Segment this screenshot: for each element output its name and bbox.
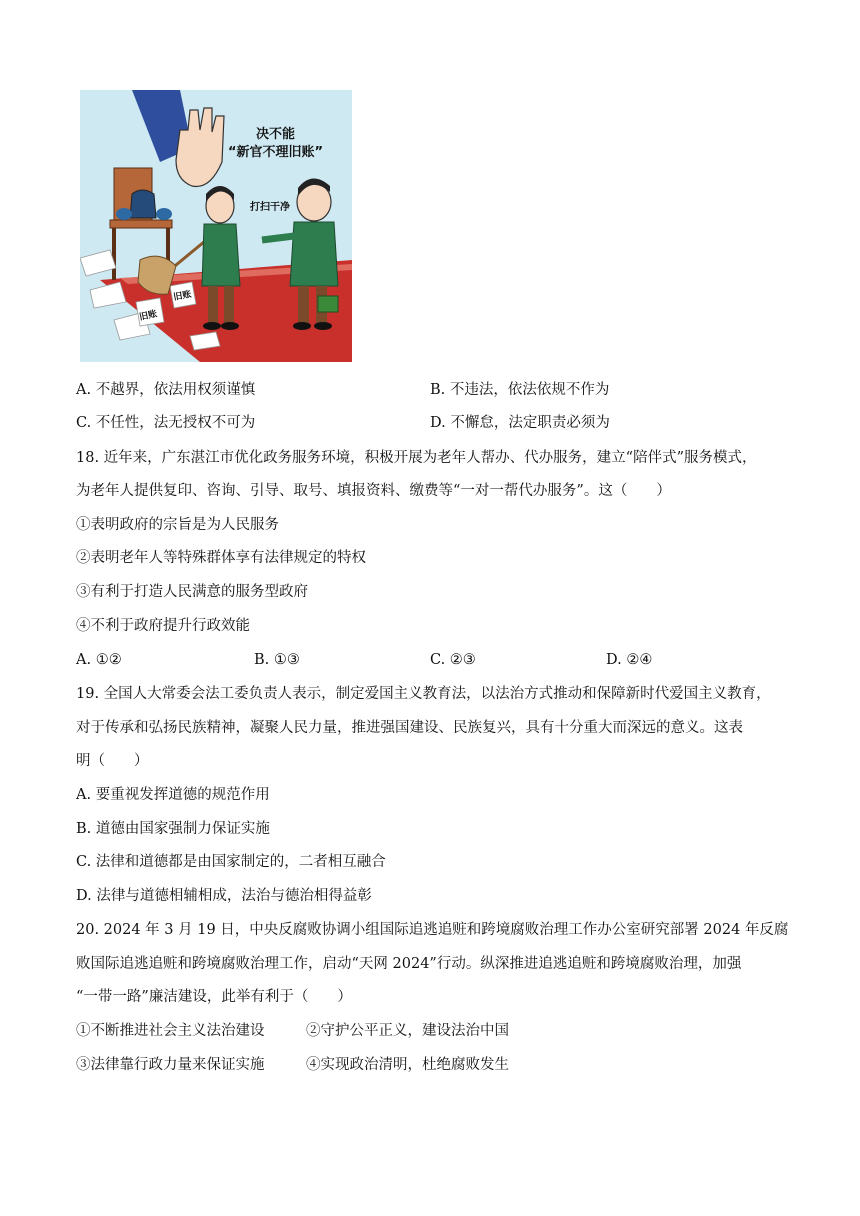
- q18-statement-1: ①表明政府的宗旨是为人民服务: [76, 517, 279, 533]
- q20-statement-3: ③法律靠行政力量来保证实施: [76, 1057, 265, 1073]
- q19-stem-line2: 对于传承和弘扬民族精神，凝聚人民力量，推进强国建设、民族复兴，具有十分重大而深远的意义。这表: [76, 720, 743, 736]
- q18-option-d: D. ②④: [606, 652, 653, 668]
- q17-option-b: B. 不违法，依法依规不作为: [430, 382, 610, 398]
- q19-stem-line3: 明（ ）: [76, 753, 149, 769]
- q18-option-c: C. ②③: [430, 652, 476, 668]
- cartoon-illustration: [80, 90, 352, 362]
- q18-option-b: B. ①③: [254, 652, 300, 668]
- q19-option-a: A. 要重视发挥道德的规范作用: [76, 787, 270, 803]
- q20-stem-line3: “一带一路”廉洁建设，此举有利于（ ）: [76, 989, 352, 1005]
- q19-option-b: B. 道德由国家强制力保证实施: [76, 821, 270, 837]
- bubble-line1: 决不能: [256, 127, 296, 142]
- speech-text: 打扫干净: [250, 202, 290, 213]
- q18-statement-4: ④不利于政府提升行政效能: [76, 618, 250, 634]
- q17-option-c: C. 不任性，法无授权不可为: [76, 415, 256, 431]
- q20-stem-line1: 20. 2024 年 3 月 19 日，中央反腐败协调小组国际追逃追赃和跨境腐败治理工作办公室研究部署 2024 年反腐: [76, 922, 789, 938]
- q20-statement-1: ①不断推进社会主义法治建设: [76, 1023, 265, 1039]
- q19-option-c: C. 法律和道德都是由国家制定的，二者相互融合: [76, 854, 386, 870]
- q19-option-d: D. 法律与道德相辅相成，法治与德治相得益彰: [76, 888, 372, 904]
- paper-label-1: 旧账: [138, 309, 159, 323]
- q18-option-a: A. ①②: [76, 652, 122, 668]
- q20-stem-line2: 败国际追逃追赃和跨境腐败治理工作，启动“天网 2024”行动。纵深推进追逃追赃和跨境腐败治理，加强: [76, 956, 742, 972]
- q18-statement-2: ②表明老年人等特殊群体享有法律规定的特权: [76, 550, 366, 566]
- q17-option-a: A. 不越界，依法用权须谨慎: [76, 382, 256, 398]
- bubble-line2: “新官不理旧账”: [228, 145, 324, 160]
- q20-statement-2: ②守护公平正义，建设法治中国: [306, 1023, 509, 1039]
- q18-statement-3: ③有利于打造人民满意的服务型政府: [76, 584, 308, 600]
- q17-option-d: D. 不懈怠，法定职责必须为: [430, 415, 610, 431]
- q18-stem-line2: 为老年人提供复印、咨询、引导、取号、填报资料、缴费等“一对一帮代办服务”。这（ ）: [76, 483, 671, 499]
- q18-stem-line1: 18. 近年来，广东湛江市优化政务服务环境，积极开展为老年人帮办、代办服务，建立“陪伴式”服务模式，: [76, 450, 757, 466]
- q19-stem-line1: 19. 全国人大常委会法工委负责人表示，制定爱国主义教育法，以法治方式推动和保障新时代爱国主义教育，: [76, 686, 771, 702]
- q20-statement-4: ④实现政治清明，杜绝腐败发生: [306, 1057, 509, 1073]
- paper-label-2: 旧账: [172, 289, 193, 303]
